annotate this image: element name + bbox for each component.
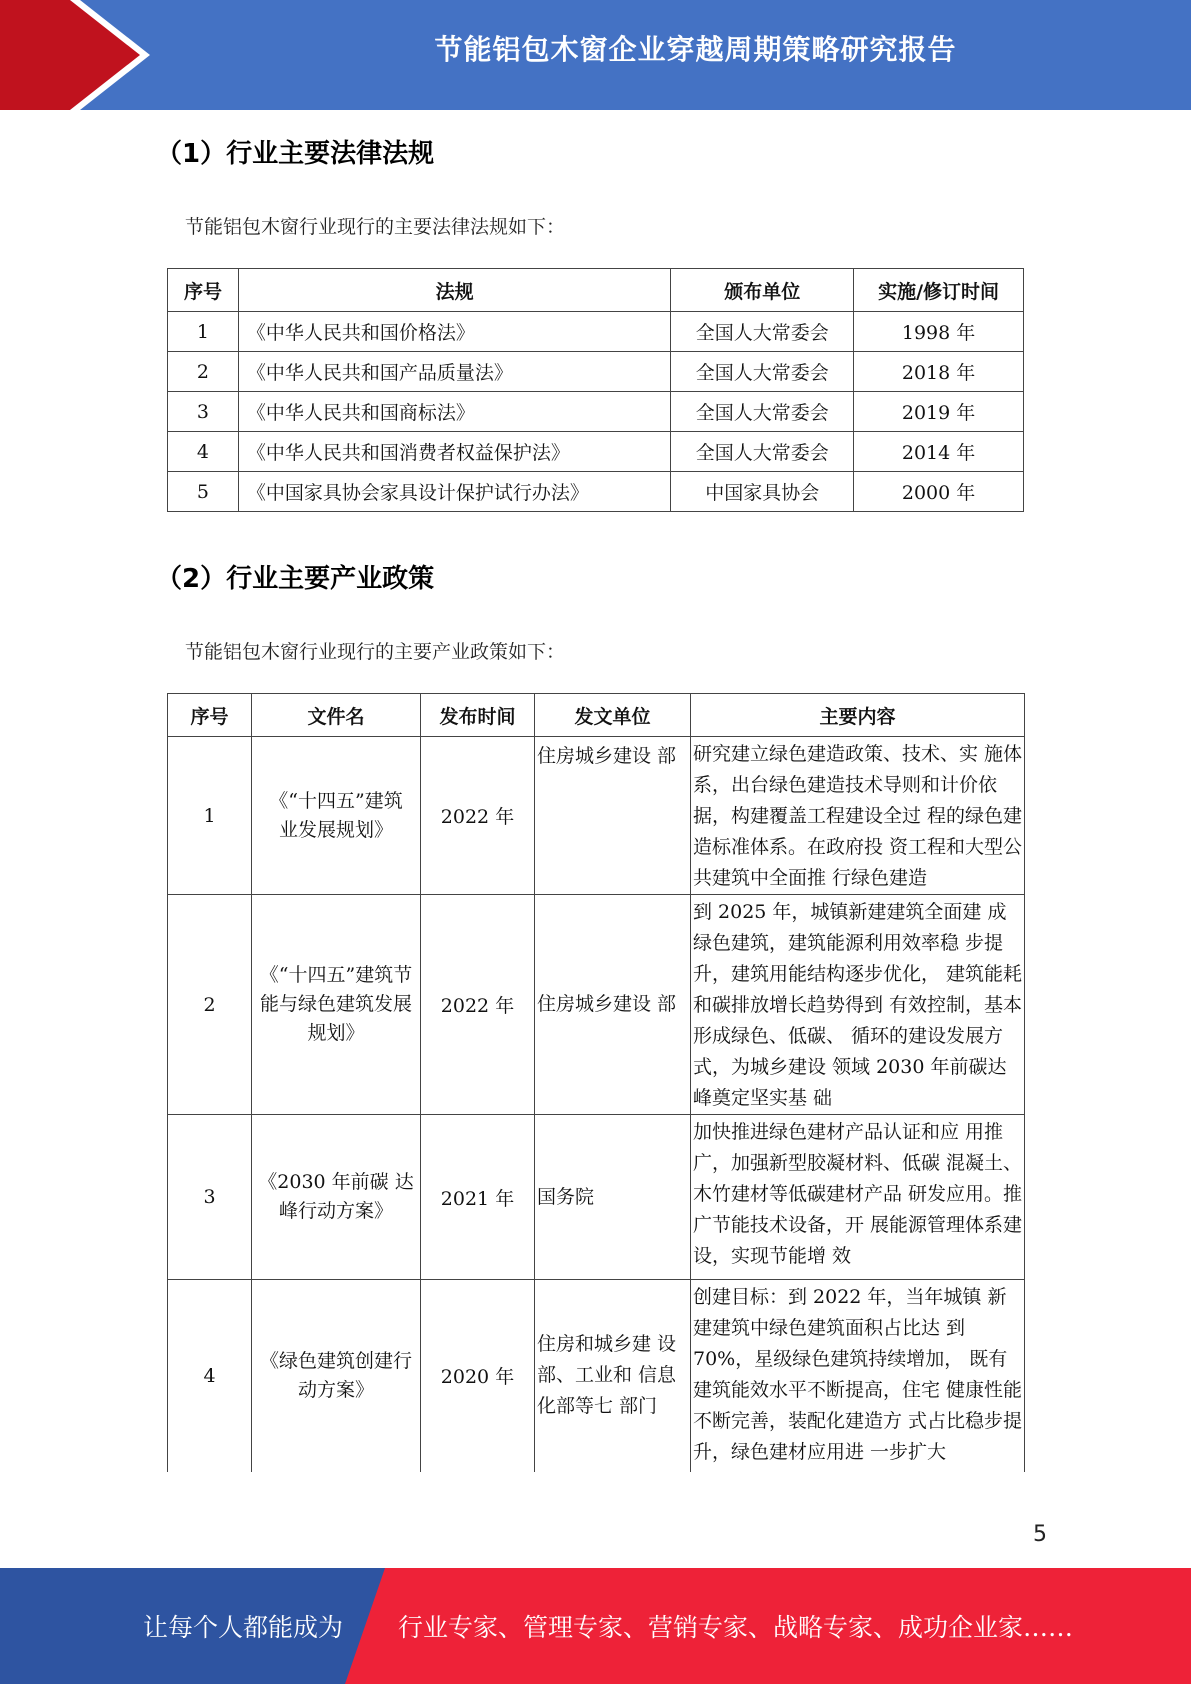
- column-header: 发文单位: [535, 694, 691, 737]
- column-header: 实施/修订时间: [854, 269, 1024, 312]
- publish-year: 2022 年: [421, 895, 535, 1115]
- table-row: [168, 432, 1024, 472]
- footer-banner: [0, 1568, 1191, 1684]
- table-header-row: [168, 269, 1024, 312]
- page-number: 5: [1033, 1522, 1047, 1547]
- effective-year: 2014 年: [854, 432, 1024, 472]
- section2-heading: （2）行业主要产业政策: [156, 564, 435, 594]
- law-name: 《中华人民共和国产品质量法》: [238, 352, 670, 392]
- column-header: 颁布单位: [671, 269, 854, 312]
- table-row: [168, 895, 1025, 1115]
- row-index: 5: [168, 472, 239, 512]
- table-header-row: [168, 694, 1025, 737]
- row-index: 4: [168, 1280, 252, 1472]
- table-row: [168, 1280, 1025, 1472]
- table-row: [168, 472, 1024, 512]
- column-header: 法规: [238, 269, 670, 312]
- main-content: 研究建立绿色建造政策、技术、实 施体系，出台绿色建造技术导则和计价依据，构建覆盖工程建设全过 程的绿色建造标准体系。在政府投 资工程和大型公共建筑中全面推 行绿色建造: [691, 737, 1025, 895]
- effective-year: 2019 年: [854, 392, 1024, 432]
- document-name: 《绿色建筑创建行动方案》: [252, 1280, 421, 1472]
- effective-year: 2018 年: [854, 352, 1024, 392]
- column-header: 发布时间: [421, 694, 535, 737]
- section1-intro: 节能铝包木窗行业现行的主要法律法规如下：: [185, 216, 566, 238]
- footer-slogan-left: 让每个人都能成为: [143, 1613, 344, 1642]
- issuing-unit: 国务院: [535, 1115, 691, 1280]
- table-row: [168, 1115, 1025, 1280]
- issuing-body: 全国人大常委会: [671, 352, 854, 392]
- header-banner: [0, 0, 1191, 110]
- laws-table: [167, 268, 1024, 512]
- publish-year: 2021 年: [421, 1115, 535, 1280]
- policies-table: [167, 693, 1025, 1472]
- column-header: 文件名: [252, 694, 421, 737]
- column-header: 序号: [168, 694, 252, 737]
- effective-year: 2000 年: [854, 472, 1024, 512]
- issuing-body: 中国家具协会: [671, 472, 854, 512]
- law-name: 《中华人民共和国商标法》: [238, 392, 670, 432]
- row-index: 4: [168, 432, 239, 472]
- header-arrow-decoration: [0, 0, 200, 110]
- main-content: 加快推进绿色建材产品认证和应 用推广，加强新型胶凝材料、低碳 混凝土、木竹建材等低碳建材产品 研发应用。推广节能技术设备，开 展能源管理体系建设，实现节能增 效: [691, 1115, 1025, 1280]
- table-row: [168, 392, 1024, 432]
- publish-year: 2020 年: [421, 1280, 535, 1472]
- footer-slogan-right: 行业专家、管理专家、营销专家、战略专家、成功企业家……: [398, 1613, 1074, 1642]
- effective-year: 1998 年: [854, 312, 1024, 352]
- row-index: 1: [168, 737, 252, 895]
- law-name: 《中华人民共和国消费者权益保护法》: [238, 432, 670, 472]
- publish-year: 2022 年: [421, 737, 535, 895]
- row-index: 3: [168, 392, 239, 432]
- main-content: 到 2025 年，城镇新建建筑全面建 成绿色建筑，建筑能源利用效率稳 步提升，建筑用能结构逐步优化， 建筑能耗和碳排放增长趋势得到 有效控制，基本形成绿色、低碳、 循环的建设发展方式，为城乡建设 领域 2030 年前碳达峰奠定坚实基 础: [691, 895, 1025, 1115]
- table-row: [168, 312, 1024, 352]
- document-name: 《2030 年前碳 达峰行动方案》: [252, 1115, 421, 1280]
- issuing-body: 全国人大常委会: [671, 392, 854, 432]
- row-index: 3: [168, 1115, 252, 1280]
- issuing-body: 全国人大常委会: [671, 432, 854, 472]
- column-header: 序号: [168, 269, 239, 312]
- section1-heading: （1）行业主要法律法规: [156, 139, 435, 169]
- law-name: 《中华人民共和国价格法》: [238, 312, 670, 352]
- section2-intro: 节能铝包木窗行业现行的主要产业政策如下：: [185, 641, 566, 663]
- table-row: [168, 737, 1025, 895]
- row-index: 2: [168, 352, 239, 392]
- document-name: 《“十四五”建筑 业发展规划》: [252, 737, 421, 895]
- issuing-unit: 住房城乡建设 部: [535, 737, 691, 895]
- table-row: [168, 352, 1024, 392]
- law-name: 《中国家具协会家具设计保护试行办法》: [238, 472, 670, 512]
- row-index: 2: [168, 895, 252, 1115]
- document-title: 节能铝包木窗企业穿越周期策略研究报告: [434, 33, 957, 66]
- issuing-unit: 住房城乡建设 部: [535, 895, 691, 1115]
- row-index: 1: [168, 312, 239, 352]
- main-content: 创建目标：到 2022 年，当年城镇 新建建筑中绿色建筑面积占比达 到70%，星级绿色建筑持续增加， 既有建筑能效水平不断提高，住宅 健康性能不断完善，装配化建造方 式占比稳步提升，绿色建材应用进 一步扩大: [691, 1280, 1025, 1472]
- column-header: 主要内容: [691, 694, 1025, 737]
- document-name: 《“十四五”建筑节能与绿色建筑发展规划》: [252, 895, 421, 1115]
- issuing-body: 全国人大常委会: [671, 312, 854, 352]
- issuing-unit: 住房和城乡建 设部、工业和 信息化部等七 部门: [535, 1280, 691, 1472]
